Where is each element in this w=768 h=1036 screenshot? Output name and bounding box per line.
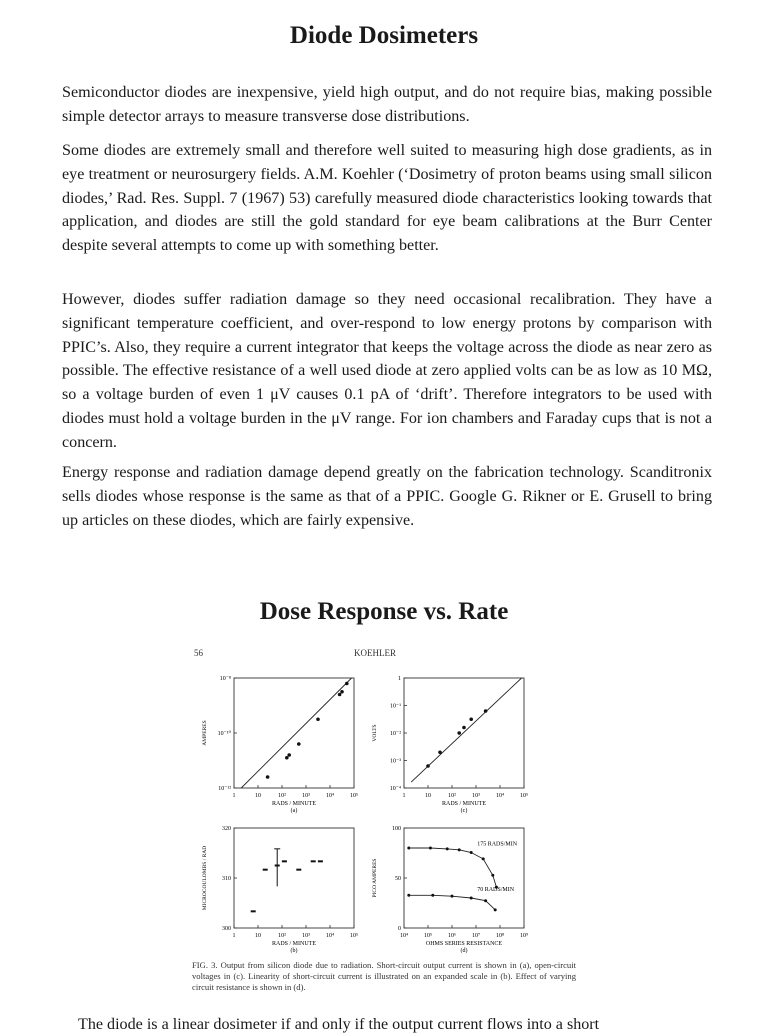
panel-c-point <box>484 709 488 713</box>
panel-a-xtick-label: 1 <box>232 793 236 799</box>
page-title: Diode Dosimeters <box>289 22 479 49</box>
panel-a-xtick-label: 10⁴ <box>325 793 335 799</box>
panel-c-point <box>438 750 442 754</box>
panel-a-point <box>316 717 320 721</box>
panel-c-label: (c) <box>460 808 468 814</box>
panel-d-xtick-label: 10⁴ <box>399 933 409 939</box>
panel-c-xtick-label: 10⁵ <box>519 793 529 799</box>
panel-d-series-1-point <box>470 897 473 900</box>
panel-d-series-0-point <box>429 847 432 850</box>
panel-c-xtick-label: 10⁴ <box>495 793 505 799</box>
panel-c-ytick-label: 1 <box>398 676 401 682</box>
panel-b-ytick-label: 300 <box>222 926 231 932</box>
panel-d-series-1-point <box>451 895 454 898</box>
panel-b-label: (b) <box>290 948 298 954</box>
paragraph-small-diodes: Some diodes are extremely small and therefore well suited to measuring high dose gradients, as in eye treatment or neurosurgery fields. A.M. Koehler (‘Dosimetry of proton beams using small silicon diodes,’ Rad. Res. Suppl. 7 (1967) 53) carefully measured diode characteristics looking towards that application, and diodes are still the gold standard for eye beam calibrations at the Burr Center despite several attempts to come up with something better. <box>62 142 712 255</box>
panel-c-xtick-label: 1 <box>402 793 406 799</box>
panel-d-series-0-point <box>407 847 410 850</box>
figure-page-number: 56 <box>194 648 203 658</box>
panel-d-series-0-point <box>482 857 485 860</box>
panel-b-point <box>263 869 268 871</box>
scanned-figure <box>188 643 580 999</box>
panel-d-ytick-label: 100 <box>392 826 401 832</box>
panel-d-series-0-point <box>491 874 494 877</box>
figure-panels <box>188 643 580 958</box>
panel-d-ytick-label: 50 <box>395 876 401 882</box>
panel-b-xtick-label: 10⁴ <box>325 933 335 939</box>
panel-b-ytick-label: 310 <box>222 876 231 882</box>
panel-a-xtick-label: 10³ <box>302 793 310 799</box>
panel-a-ytick-label: 10⁻¹⁰ <box>217 731 231 737</box>
panel-c-xtick-label: 10³ <box>472 793 480 799</box>
panel-d-series-0-curve <box>409 848 497 887</box>
panel-d-series-0-point <box>458 848 461 851</box>
panel-a-ytick-label: 10⁻¹² <box>218 786 231 792</box>
panel-d-xtick-label: 10⁶ <box>447 933 457 939</box>
panel-a-xtick-label: 10⁵ <box>349 793 359 799</box>
panel-c-point <box>426 764 430 768</box>
panel-c-ytick-label: 10⁻³ <box>390 758 401 765</box>
panel-b-xlabel: RADS / MINUTE <box>271 941 317 947</box>
panel-c-point <box>457 731 461 735</box>
panel-b-point <box>251 910 256 912</box>
paragraph-energy-response: Energy response and radiation damage depend greatly on the fabrication technology. Scanditronix sells diodes whose response is the same as that of a PPIC. Google G. Rikner or E. Grusell to bring up articles on these diodes, which are fairly expensive. <box>62 464 712 529</box>
panel-b-xtick-label: 1 <box>232 933 236 939</box>
panel-a-xtick-label: 10² <box>278 793 286 799</box>
panel-d-xtick-label: 10⁵ <box>423 933 433 939</box>
panel-b-point <box>311 860 316 862</box>
paragraph-intro: Semiconductor diodes are inexpensive, yield high output, and do not require bias, making possible simple detector arrays to measure transverse dose distributions. <box>62 84 712 125</box>
panel-c-ytick-label: 10⁻⁴ <box>389 786 401 792</box>
panel-a-fit-line <box>241 678 351 788</box>
panel-d-label: (d) <box>460 948 468 954</box>
figure-caption: FIG. 3. Output from silicon diode due to radiation. Short-circuit output current is shown in (a), open-circuit voltages in (c). Linearity of short-circuit current is illustrated on an expanded scale in (b). Effect of varying circuit resistance is shown in (d). <box>192 960 576 992</box>
panel-b-xtick-label: 10⁵ <box>349 933 359 939</box>
panel-d-ytick-label: 0 <box>398 926 401 932</box>
panel-b-point <box>282 860 287 862</box>
panel-b-point <box>275 865 280 867</box>
panel-a-ylabel: AMPERES <box>202 720 208 746</box>
panel-b-ytick-label: 320 <box>222 826 231 832</box>
panel-b-xtick-label: 10³ <box>302 933 310 939</box>
panel-c-xlabel: RADS / MINUTE <box>441 801 487 807</box>
panel-a-xlabel: RADS / MINUTE <box>271 801 317 807</box>
panel-d-xtick-label: 10⁹ <box>519 933 529 939</box>
panel-c-point <box>469 717 473 721</box>
panel-c-point <box>462 726 466 730</box>
panel-b-point <box>296 869 301 871</box>
panel-d-series-1-point <box>407 894 410 897</box>
section-title: Dose Response vs. Rate <box>259 598 509 625</box>
panel-d-series-1-point <box>431 894 434 897</box>
panel-c-xtick-label: 10² <box>448 793 456 799</box>
panel-b-point <box>318 860 323 862</box>
panel-d-ylabel: PICO AMPERES <box>372 858 378 898</box>
panel-d-series-1-label: 70 RADS/MIN <box>477 887 515 893</box>
panel-d-xlabel: OHMS SERIES RESISTANCE <box>425 941 503 947</box>
panel-a-point <box>345 682 349 686</box>
panel-b-xtick-label: 10² <box>278 933 286 939</box>
panel-a-frame <box>234 678 354 788</box>
panel-d-series-0-point <box>470 851 473 854</box>
panel-c-ytick-label: 10⁻¹ <box>390 703 401 710</box>
panel-a-ytick-label: 10⁻⁸ <box>219 676 231 682</box>
panel-d-series-0-point <box>446 847 449 850</box>
panel-d-series-1-point <box>484 899 487 902</box>
panel-c-ytick-label: 10⁻² <box>390 731 401 737</box>
panel-a-xtick-label: 10 <box>255 793 261 799</box>
panel-a-point <box>340 690 344 694</box>
panel-a-point <box>297 742 301 746</box>
panel-b-xtick-label: 10 <box>255 933 261 939</box>
paragraph-limitations: However, diodes suffer radiation damage so they need occasional recalibration. They have a significant temperature coefficient, and over-respond to low energy protons by comparison with PPIC’s. Also, they require a current integrator that keeps the voltage across the diode as near zero as possible. The effective resistance of a well used diode at zero applied volts can be as low as 10 MΩ, so a voltage burden of even 1 μV causes 0.1 pA of ‘drift’. Therefore integrators to be used with diodes must hold a voltage burden in the μV range. For ion chambers and Faraday cups that is not a concern. <box>62 291 712 451</box>
panel-d-series-0-label: 175 RADS/MIN <box>477 841 518 848</box>
panel-a-point <box>287 753 291 757</box>
bottom-cutoff-text: The diode is a linear dosimeter if and only if the output current flows into a short <box>78 1016 600 1033</box>
panel-a-point <box>266 775 270 779</box>
panel-b-ylabel: MICROCOULOMBS / RAD <box>202 845 208 911</box>
panel-a-point <box>285 756 289 760</box>
figure-running-head: KOEHLER <box>354 648 396 658</box>
panel-a-point <box>338 693 342 697</box>
panel-d-xtick-label: 10⁷ <box>471 933 481 939</box>
panel-d-xtick-label: 10⁸ <box>495 933 505 939</box>
panel-c-xtick-label: 10 <box>425 793 431 799</box>
panel-d-series-1-point <box>494 908 497 911</box>
panel-a-label: (a) <box>290 808 298 814</box>
panel-b-frame <box>234 828 354 928</box>
panel-c-ylabel: VOLTS <box>372 724 378 742</box>
